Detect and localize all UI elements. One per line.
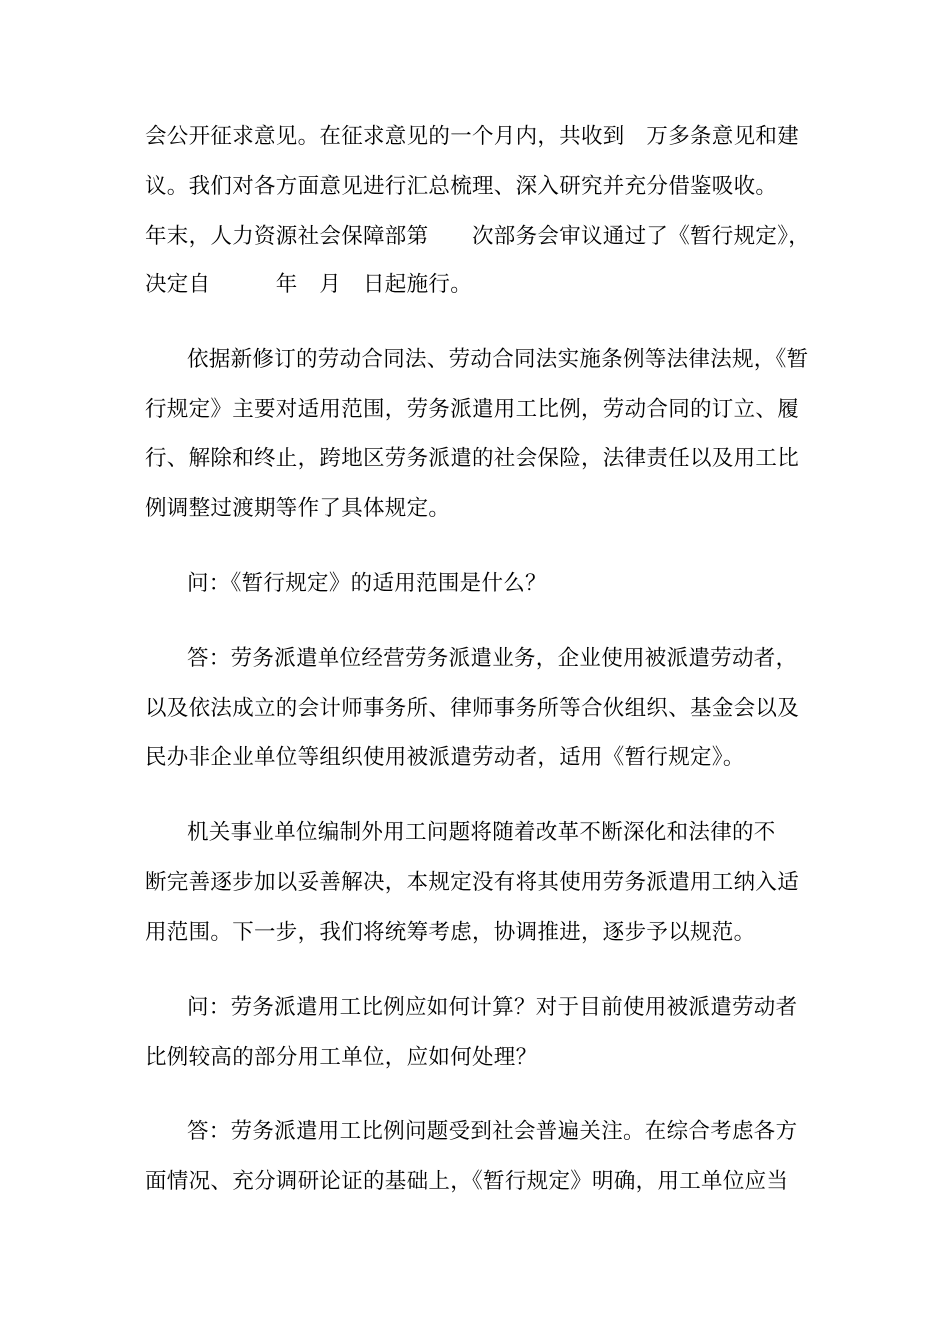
- text-line: 答：劳务派遣单位经营劳务派遣业务，企业使用被派遣劳动者，: [187, 646, 798, 671]
- question-heading: 比例较高的部分用工单位，应如何处理？: [145, 1045, 538, 1070]
- text-line: 会公开征求意见。在征求意见的一个月内，共收到 万多条意见和建: [145, 124, 800, 149]
- text-line: 面情况、充分调研论证的基础上，《暂行规定》明确，用工单位应当: [145, 1169, 789, 1194]
- text-line: 机关事业单位编制外用工问题将随着改革不断深化和法律的不: [187, 820, 776, 845]
- text-line: 答：劳务派遣用工比例问题受到社会普遍关注。在综合考虑各方: [187, 1119, 798, 1144]
- text-line: 用范围。下一步，我们将统筹考虑，协调推进，逐步予以规范。: [145, 920, 756, 945]
- text-line: 例调整过渡期等作了具体规定。: [145, 496, 451, 521]
- text-line: 决定自 年 月 日起施行。: [145, 272, 473, 297]
- text-line: 年末，人力资源社会保障部第 次部务会审议通过了《暂行规定》，: [145, 224, 811, 249]
- question-heading: 问：《暂行规定》的适用范围是什么？: [187, 571, 547, 596]
- text-line: 断完善逐步加以妥善解决，本规定没有将其使用劳务派遣用工纳入适: [145, 870, 800, 895]
- text-line: 议。我们对各方面意见进行汇总梳理、深入研究并充分借鉴吸收。: [145, 174, 778, 199]
- text-line: 依据新修订的劳动合同法、劳动合同法实施条例等法律法规，《暂: [187, 347, 809, 372]
- text-line: 以及依法成立的会计师事务所、律师事务所等合伙组织、基金会以及: [145, 696, 800, 721]
- question-heading: 问：劳务派遣用工比例应如何计算？对于目前使用被派遣劳动者: [187, 995, 798, 1020]
- text-line: 行、解除和终止，跨地区劳务派遣的社会保险，法律责任以及用工比: [145, 446, 800, 471]
- text-line: 民办非企业单位等组织使用被派遣劳动者，适用《暂行规定》。: [145, 745, 745, 770]
- text-line: 行规定》主要对适用范围，劳务派遣用工比例，劳动合同的订立、履: [145, 397, 800, 422]
